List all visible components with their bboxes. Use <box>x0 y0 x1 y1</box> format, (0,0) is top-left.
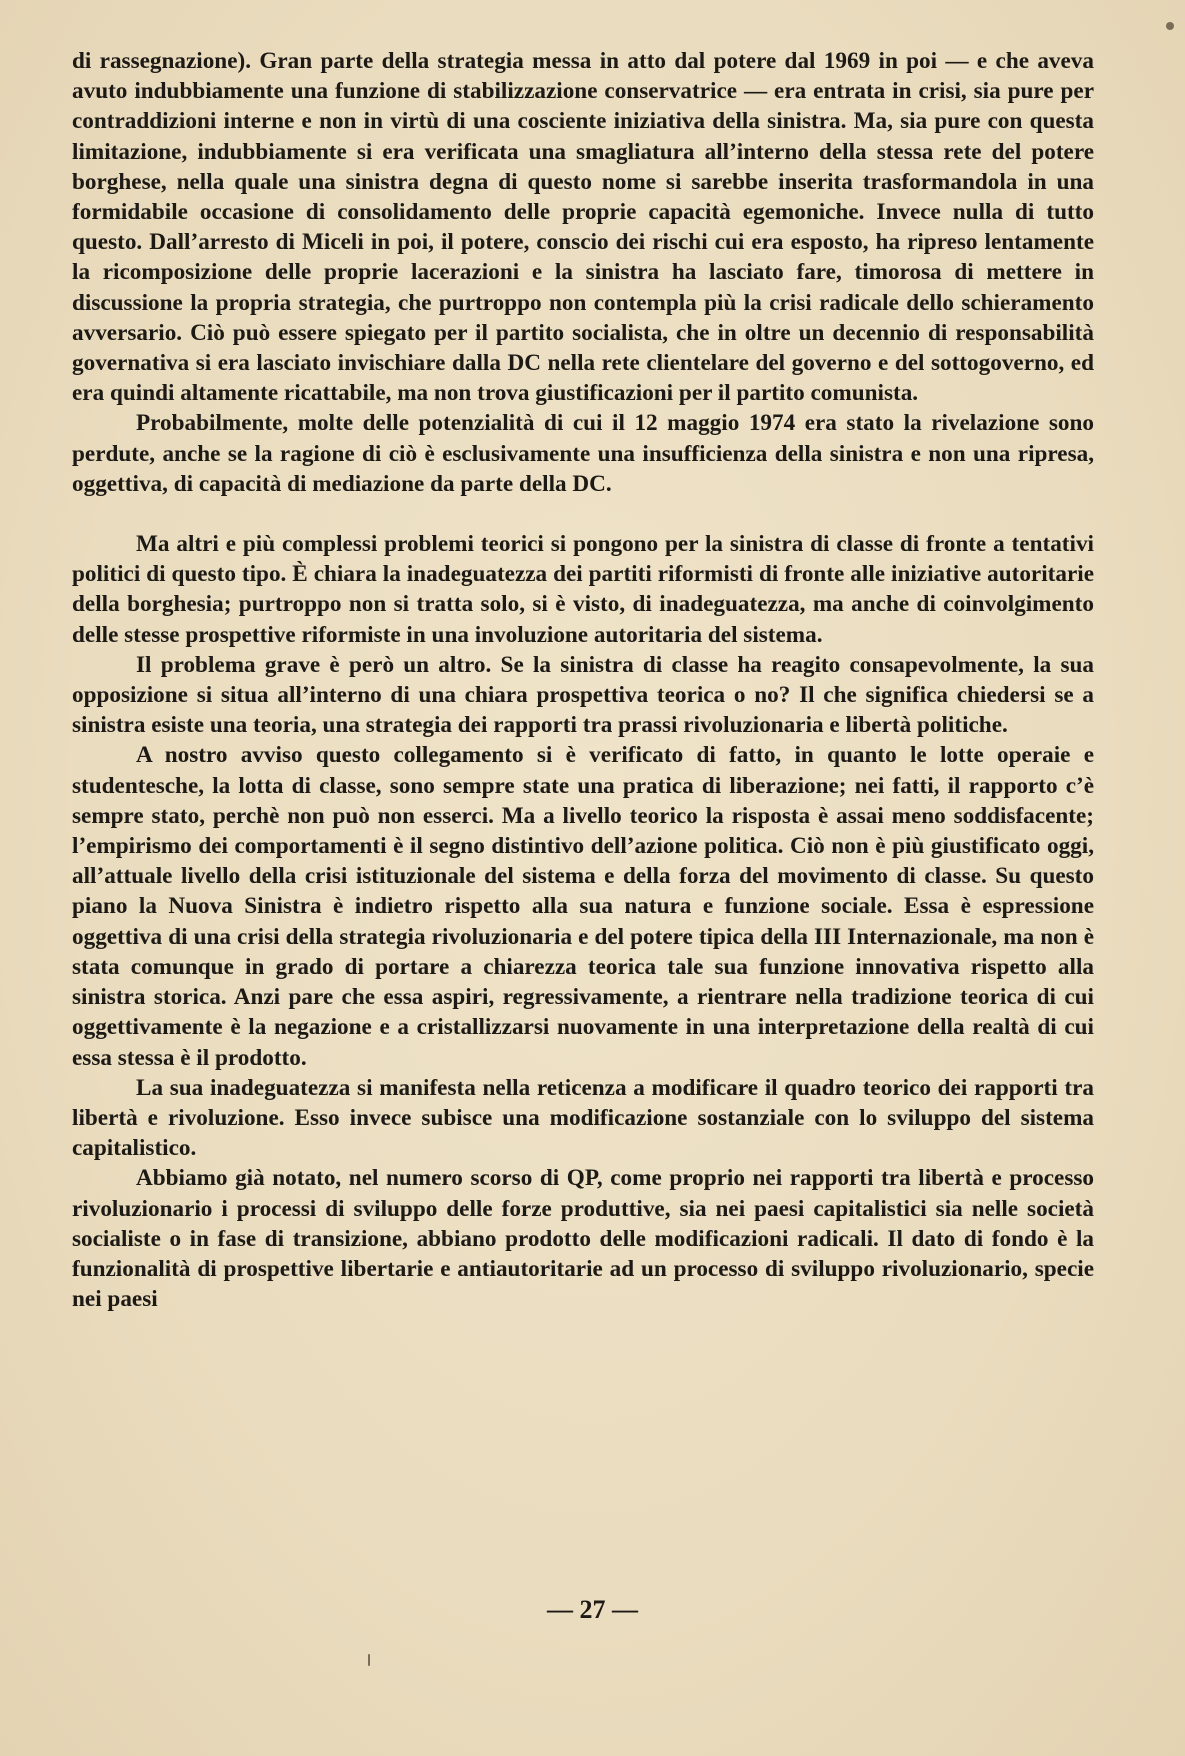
paragraph-1: di rassegnazione). Gran parte della strategia messa in atto dal potere dal 1969 in poi — e che aveva avuto indubbiamente una funzione di stabilizzazione conservatrice — era entrata in crisi, sia pure per contraddizioni interne e non in virtù di una cosciente iniziativa della sinistra. Ma, sia pure con questa limitazione, indubbiamente si era verificata una smagliatura all’interno della stessa rete del potere borghese, nella quale una sinistra degna di questo nome si sarebbe inserita trasformandola in una formidabile occasione di consolidamento delle proprie capacità egemoniche. Invece nulla di tutto questo. Dall’arresto di Miceli in poi, il potere, conscio dei rischi cui era esposto, ha ripreso lentamente la ricomposizione delle proprie lacerazioni e la sinistra ha lasciato fare, timorosa di mettere in discussione la propria strategia, che purtroppo non contempla più la crisi radicale dello schieramento avversario. Ciò può essere spiegato per il partito socialista, che in oltre un decennio di responsabilità governativa si era lasciato invischiare dalla DC nella rete clientelare del governo e del sottogoverno, ed era quindi altamente ricattabile, ma non trova giustificazioni per il partito comunista. <box>72 48 1094 407</box>
paper-speck <box>368 1654 370 1666</box>
paragraph-6: La sua inadeguatezza si manifesta nella reticenza a modificare il quadro teorico dei rapporti tra libertà e rivoluzione. Esso invece subisce una modificazione sostanziale con lo sviluppo del sistema capitalistico. <box>72 1074 1094 1162</box>
body-text <box>72 46 1094 1314</box>
paper-speck <box>1166 22 1174 30</box>
paragraph-7: Abbiamo già notato, nel numero scorso di QP, come proprio nei rapporti tra libertà e processo rivoluzionario i processi di sviluppo delle forze produttive, sia nei paesi capitalistici sia nelle società socialiste o in fase di transizione, abbiano prodotto delle modificazioni radicali. Il dato di fondo è la funzionalità di prospettive libertarie e antiautoritarie ad un processo di sviluppo rivoluzionario, specie nei paesi <box>72 1165 1094 1313</box>
paragraph-3: Ma altri e più complessi problemi teorici si pongono per la sinistra di classe di fronte a tentativi politici di questo tipo. È chiara la inadeguatezza dei partiti riformisti di fronte alle iniziative autoritarie della borghesia; purtroppo non si tratta solo, si è visto, di inadeguatezza, ma anche di coinvolgimento delle stesse prospettive riformiste in una involuzione autoritaria del sistema. <box>72 531 1094 648</box>
paragraph-2: Probabilmente, molte delle potenzialità di cui il 12 maggio 1974 era stato la rivelazione sono perdute, anche se la ragione di ciò è esclusivamente una insufficienza della sinistra e non una ripresa, oggettiva, di capacità di mediazione da parte della DC. <box>72 410 1094 497</box>
paragraph-5: A nostro avviso questo collegamento si è verificato di fatto, in quanto le lotte operaie e studentesche, la lotta di classe, sono sempre state una pratica di liberazione; nei fatti, il rapporto c’è sempre stato, perchè non può non esserci. Ma a livello teorico la risposta è assai meno soddisfacente; l’empirismo dei comportamenti è il segno distintivo dell’azione politica. Ciò non è più giustificato oggi, all’attuale livello della crisi istituzionale del sistema e della forza del movimento di classe. Su questo piano la Nuova Sinistra è indietro rispetto alla sua natura e funzione sociale. Essa è espressione oggettiva di una crisi della strategia rivoluzionaria e del potere tipica della III Internazionale, ma non è stata comunque in grado di portare a chiarezza teorica tale sua funzione innovativa rispetto alla sinistra storica. Anzi pare che essa aspiri, regressivamente, a rientrare nella tradizione teorica di cui oggettivamente è la negazione e a cristallizzarsi nuovamente in una interpretazione della realtà di cui essa stessa è il prodotto. <box>72 742 1094 1071</box>
paragraph-4: Il problema grave è però un altro. Se la sinistra di classe ha reagito consapevolmente, la sua opposizione si situa all’interno di una chiara prospettiva teorica o no? Il che significa chiedersi se a sinistra esiste una teoria, una strategia dei rapporti tra prassi rivoluzionaria e libertà politiche. <box>72 651 1094 739</box>
page-number: — 27 — <box>547 1595 638 1624</box>
